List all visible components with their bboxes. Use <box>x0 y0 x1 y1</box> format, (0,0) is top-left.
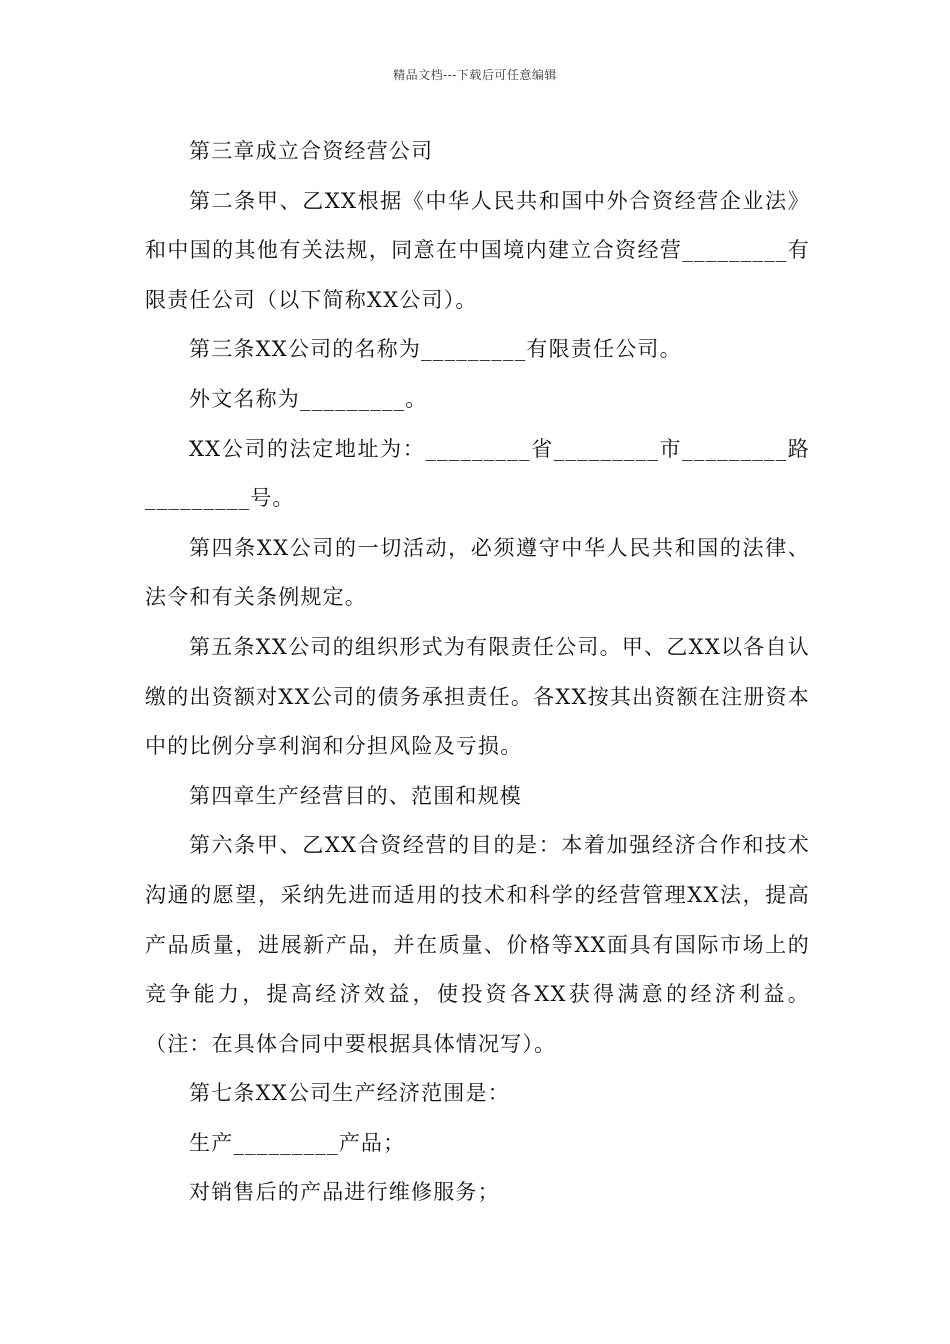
foreign-name-line: 外文名称为_________。 <box>189 386 428 411</box>
chapter-heading-4: 第四章生产经营目的、范围和规模 <box>189 783 522 808</box>
page-header: 精品文档---下载后可任意编辑 <box>393 68 557 82</box>
scope-item-maintenance: 对销售后的产品进行维修服务； <box>189 1180 500 1205</box>
legal-address-line: XX公司的法定地址为：_________省_________市_________路_________号。 <box>145 436 810 511</box>
article-4: 第四条XX公司的一切活动，必须遵守中华人民共和国的法律、法令和有关条例规定。 <box>145 535 810 610</box>
document-body <box>145 127 810 1218</box>
article-5: 第五条XX公司的组织形式为有限责任公司。甲、乙XX以各自认缴的出资额对XX公司的债务承担责任。各XX按其出资额在注册资本中的比例分享利润和分担风险及亏损。 <box>145 634 810 759</box>
scope-item-production: 生产_________产品； <box>189 1130 406 1155</box>
chapter-heading-3: 第三章成立合资经营公司 <box>189 139 434 163</box>
article-7: 第七条XX公司生产经济范围是： <box>189 1081 510 1106</box>
article-6: 第六条甲、乙XX合资经营的目的是：本着加强经济合作和技术沟通的愿望，采纳先进而适用的技术和科学的经营管理XX法，提高产品质量，进展新产品，并在质量、价格等XX面具有国际市场上的竞争能力，提高经济效益，使投资各XX获得满意的经济利益。（注：在具体合同中要根据具体情况写）。 <box>145 833 810 1056</box>
article-2: 第二条甲、乙XX根据《中华人民共和国中外合资经营企业法》和中国的其他有关法规，同意在中国境内建立合资经营_________有限责任公司（以下简称XX公司）。 <box>145 188 810 312</box>
article-3: 第三条XX公司的名称为_________有限责任公司。 <box>189 337 682 362</box>
